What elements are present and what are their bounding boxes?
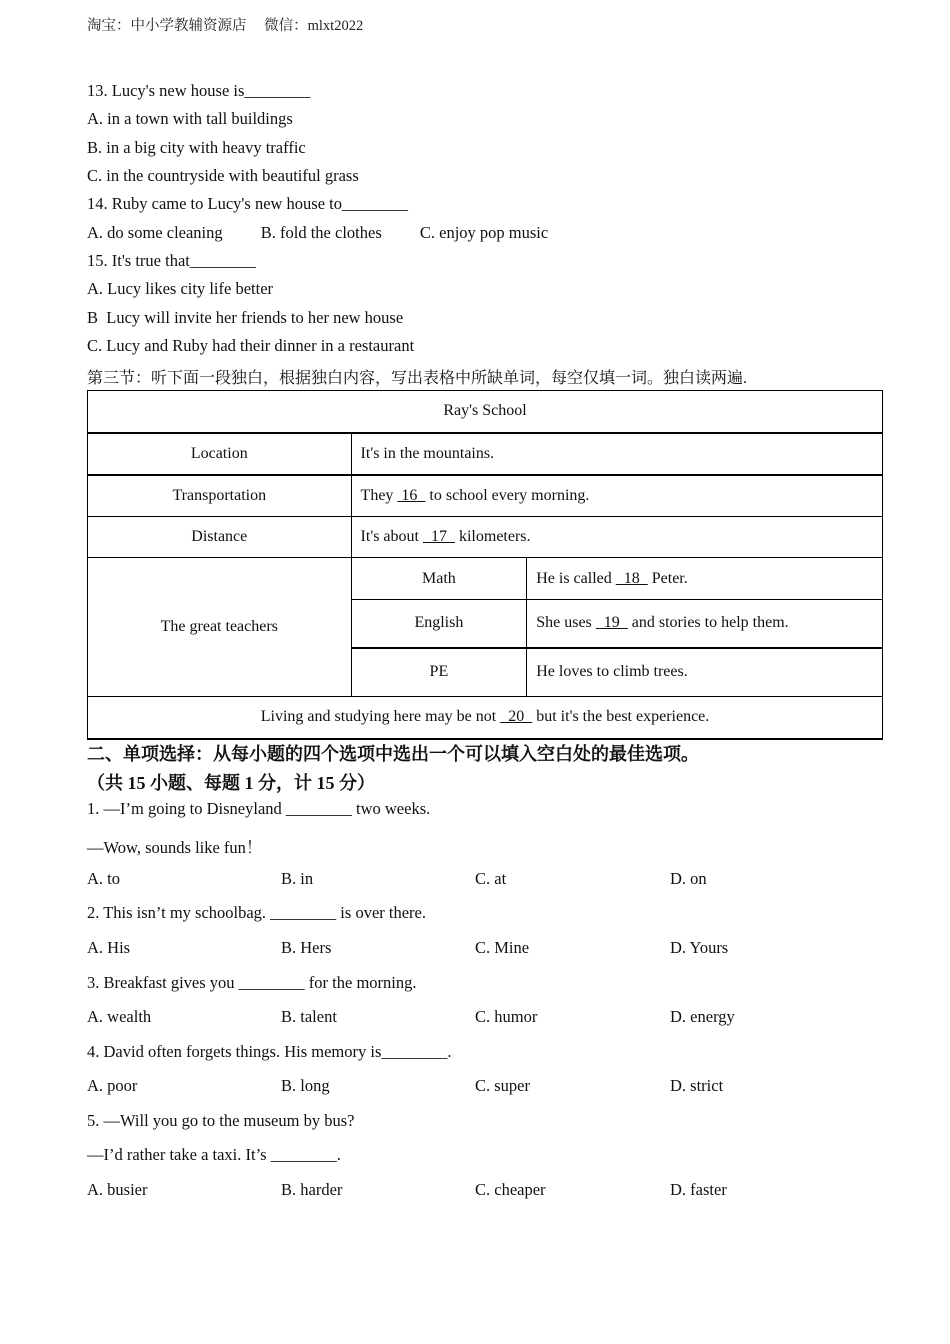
question-14-option-a: A. do some cleaning: [87, 223, 223, 242]
math-value: [527, 558, 883, 600]
question-14-stem: 14. Ruby came to Lucy's new house to________: [87, 194, 409, 213]
transport-post: to school every morning.: [425, 486, 590, 504]
blank-17: 17: [422, 528, 455, 545]
distance-value: [351, 517, 882, 558]
mc-question-2-option-c: C. Mine: [475, 938, 530, 957]
pe-value: He loves to climb trees.: [527, 648, 883, 697]
mc-question-4-option-b: B. long: [281, 1076, 330, 1095]
mc-question-4-stem: 4. David often forgets things. His memory is________.: [87, 1042, 452, 1061]
english-value: [527, 600, 883, 648]
mc-question-1-reply: —Wow, sounds like fun！: [87, 838, 263, 857]
mc-question-3-option-d: D. energy: [670, 1007, 735, 1026]
distance-label: Distance: [88, 517, 352, 558]
question-15-option-c: C. Lucy and Ruby had their dinner in a restaurant: [87, 336, 415, 355]
teachers-label: The great teachers: [88, 558, 352, 697]
math-label: Math: [351, 558, 527, 600]
section2-title: 二、单项选择：从每小题的四个选项中选出一个可以填入空白处的最佳选项。: [87, 744, 699, 764]
question-15-stem: 15. It's true that________: [87, 251, 256, 270]
footer-pre: Living and studying here may be not: [260, 708, 501, 726]
question-15-option-a: A. Lucy likes city life better: [87, 279, 274, 298]
mc-question-5-stem: 5. —Will you go to the museum by bus?: [87, 1111, 355, 1130]
mc-question-3-stem: 3. Breakfast gives you ________ for the morning.: [87, 973, 417, 992]
question-13-option-b: B. in a big city with heavy traffic: [87, 138, 306, 157]
mc-question-1-option-a: A. to: [87, 869, 120, 888]
mc-question-3-option-a: A. wealth: [87, 1007, 152, 1026]
mc-question-1-option-b: B. in: [281, 869, 314, 888]
pe-label: PE: [351, 648, 527, 697]
english-post: and stories to help them.: [627, 614, 789, 632]
distance-pre: It's about: [360, 528, 423, 545]
mc-question-3-option-c: C. humor: [475, 1007, 538, 1026]
question-13-option-a: A. in a town with tall buildings: [87, 109, 293, 128]
question-14-option-b: B. fold the clothes: [260, 223, 382, 242]
page-header: [87, 14, 363, 35]
mc-question-4-option-a: A. poor: [87, 1076, 138, 1095]
english-label: English: [351, 600, 527, 648]
math-post: Peter.: [647, 569, 688, 587]
wechat-id: 微信：mlxt2022: [264, 18, 364, 34]
transportation-value: [351, 475, 882, 517]
question-14-options: [87, 223, 548, 243]
mc-question-5-option-a: A. busier: [87, 1180, 148, 1199]
question-13-stem: 13. Lucy's new house is________: [87, 81, 311, 100]
table-footer: [88, 697, 883, 739]
blank-16: 16: [397, 486, 426, 504]
location-label: Location: [88, 433, 352, 475]
distance-post: kilometers.: [454, 528, 531, 545]
blank-18: 18: [615, 569, 648, 587]
blank-20: 20: [500, 708, 533, 726]
mc-question-1-option-d: D. on: [670, 869, 707, 888]
shop-name: 淘宝：中小学教辅资源店: [87, 18, 247, 34]
footer-post: but it's the best experience.: [532, 708, 710, 726]
mc-question-2-option-b: B. Hers: [281, 938, 332, 957]
section2-subtitle: （共 15 小题、每题 1 分，计 15 分）: [87, 773, 375, 793]
math-pre: He is called: [536, 569, 616, 587]
mc-question-2-option-d: D. Yours: [670, 938, 729, 957]
mc-question-3-option-b: B. talent: [281, 1007, 337, 1026]
mc-question-2-option-a: A. His: [87, 938, 131, 957]
mc-question-5-option-c: C. cheaper: [475, 1180, 546, 1199]
blank-19: 19: [595, 614, 628, 632]
table-title: Ray's School: [88, 391, 883, 433]
mc-question-4-option-c: C. super: [475, 1076, 530, 1095]
part3-instruction: 第三节：听下面一段独白，根据独白内容，写出表格中所缺单词，每空仅填一词。独白读两遍.: [87, 370, 748, 387]
english-pre: She uses: [536, 614, 596, 632]
question-14-option-c: C. enjoy pop music: [419, 223, 549, 242]
mc-question-4-option-d: D. strict: [670, 1076, 724, 1095]
mc-question-1-option-c: C. at: [475, 869, 507, 888]
transportation-label: Transportation: [88, 475, 352, 517]
mc-question-1-stem: 1. —I’m going to Disneyland ________ two weeks.: [87, 799, 431, 818]
mc-question-5-option-d: D. faster: [670, 1180, 727, 1199]
question-15-option-b: B Lucy will invite her friends to her new house: [87, 308, 404, 327]
mc-question-5-option-b: B. harder: [281, 1180, 343, 1199]
question-13-option-c: C. in the countryside with beautiful grass: [87, 166, 359, 185]
transport-pre: They: [360, 486, 398, 504]
rays-school-table: [87, 390, 883, 740]
location-value: It's in the mountains.: [351, 433, 882, 475]
mc-question-5-reply: —I’d rather take a taxi. It’s ________.: [87, 1145, 341, 1164]
mc-question-2-stem: 2. This isn’t my schoolbag. ________ is over there.: [87, 903, 426, 922]
